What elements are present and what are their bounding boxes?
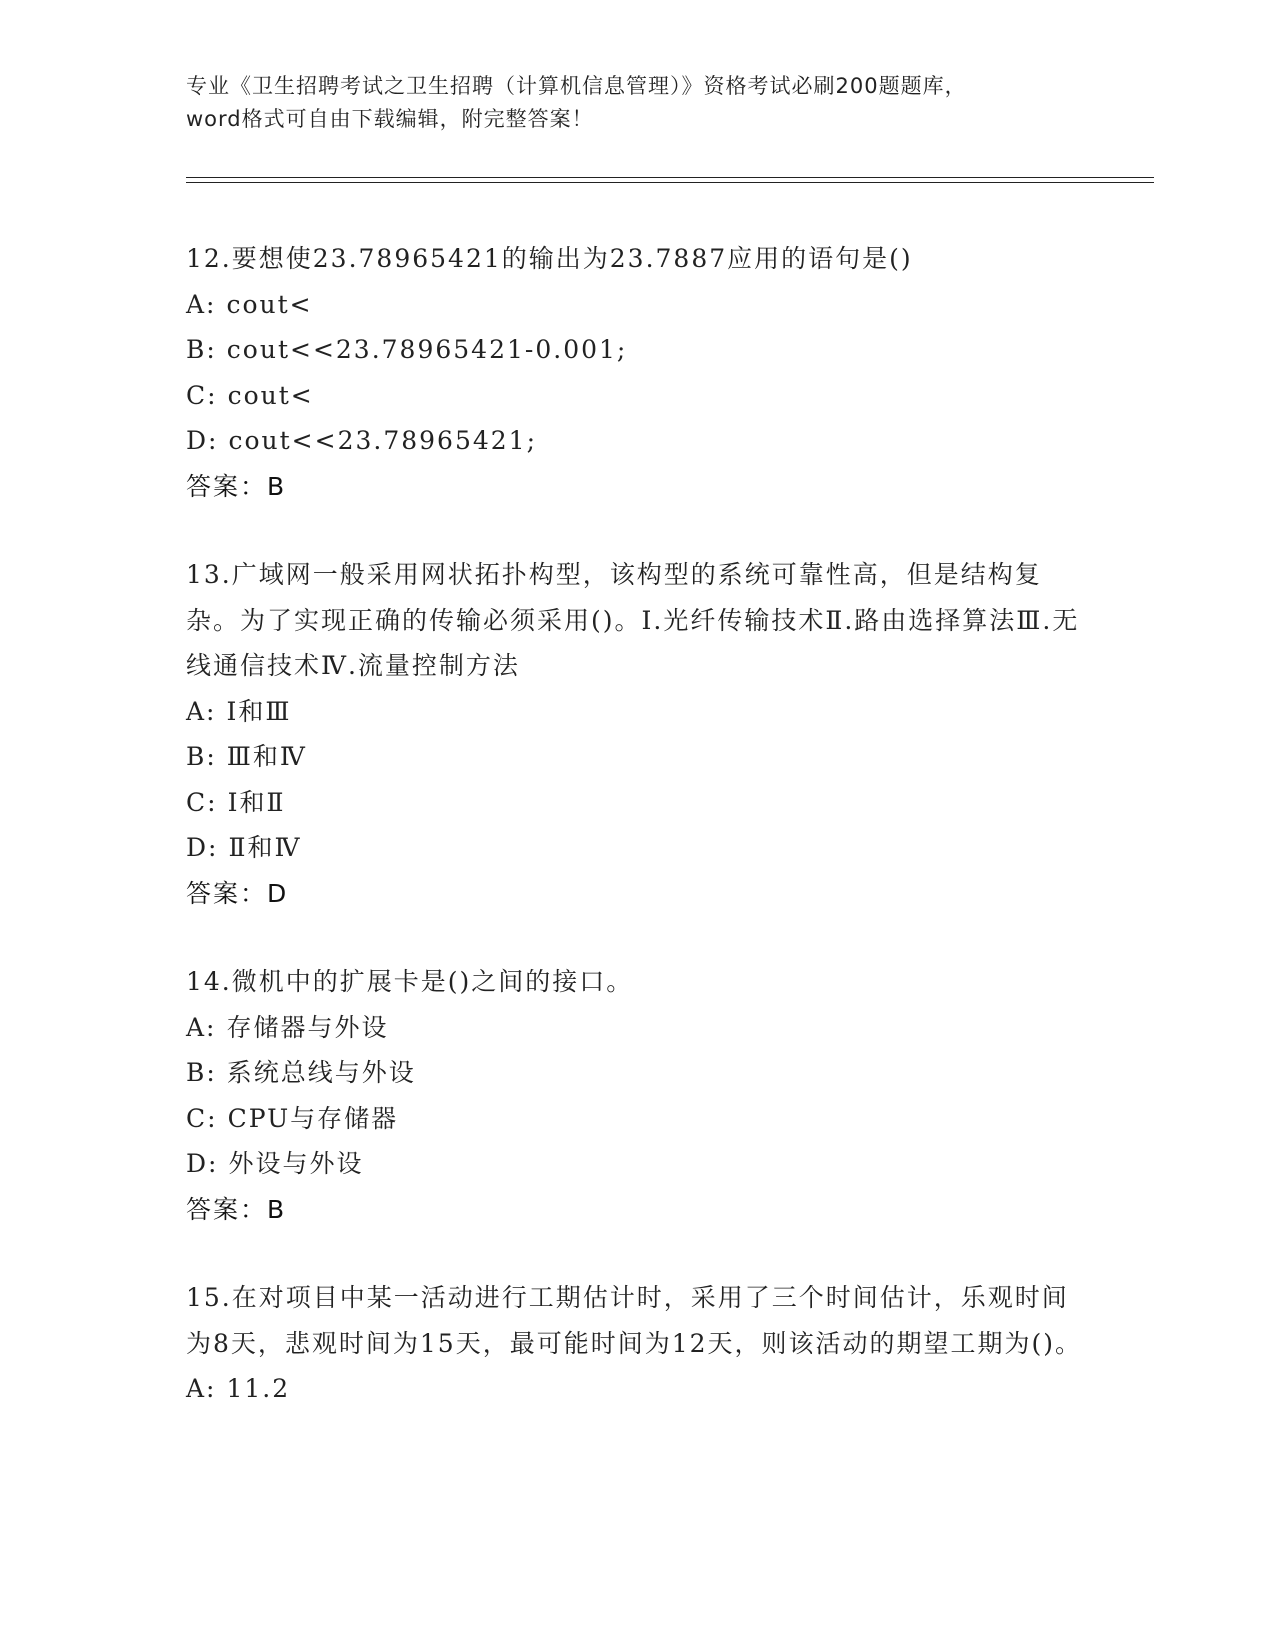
option-c — [186, 1096, 1086, 1142]
option-b — [186, 734, 1086, 780]
option-key: A: — [186, 696, 217, 726]
answer-line: 答案：B — [186, 1194, 287, 1224]
option-key: A: — [186, 1374, 217, 1403]
option-text: 11.2 — [226, 1374, 291, 1403]
option-c — [186, 373, 1086, 419]
header-rule-bottom — [186, 182, 1154, 183]
option-text: cout< — [226, 289, 313, 319]
question-13 — [186, 552, 1086, 916]
option-a — [186, 689, 1086, 735]
option-text: 存储器与外设 — [226, 1012, 389, 1042]
option-key: D: — [186, 426, 219, 455]
option-a — [186, 1005, 1086, 1051]
option-text: 外设与外设 — [228, 1149, 364, 1178]
option-text: cout< — [227, 380, 314, 410]
option-a — [186, 282, 1086, 328]
option-d — [186, 418, 1086, 464]
question-12 — [186, 236, 1086, 509]
header-rule-top — [186, 177, 1154, 178]
option-text: cout<<23.78965421-0.001; — [226, 335, 628, 364]
question-15 — [186, 1275, 1086, 1412]
option-a — [186, 1366, 1086, 1412]
question-stem: 12.要想使23.78965421的输出为23.7887应用的语句是() — [186, 244, 913, 273]
option-d — [186, 1141, 1086, 1187]
option-text: CPU与存储器 — [227, 1103, 399, 1133]
option-text: 系统总线与外设 — [226, 1058, 416, 1087]
answer-line: 答案：B — [186, 471, 287, 501]
header-line-1: 专业《卫生招聘考试之卫生招聘（计算机信息管理）》资格考试必刷200题题库， — [186, 74, 967, 98]
option-key: C: — [186, 787, 218, 817]
option-d — [186, 825, 1086, 871]
option-text: Ⅰ和Ⅱ — [227, 787, 286, 817]
option-key: D: — [186, 1149, 219, 1178]
option-b — [186, 1050, 1086, 1096]
question-stem: 14.微机中的扩展卡是()之间的接口。 — [186, 967, 634, 996]
option-key: D: — [186, 833, 219, 862]
option-key: C: — [186, 380, 218, 410]
option-key: A: — [186, 1012, 217, 1042]
option-text: Ⅲ和Ⅳ — [226, 742, 307, 771]
option-key: C: — [186, 1103, 218, 1133]
option-text: cout<<23.78965421; — [228, 426, 537, 455]
question-14 — [186, 959, 1086, 1232]
option-key: B: — [186, 1058, 217, 1087]
option-key: B: — [186, 335, 217, 364]
option-b — [186, 327, 1086, 373]
question-stem: 15.在对项目中某一活动进行工期估计时，采用了三个时间估计，乐观时间为8天，悲观时间为15天，最可能时间为12天，则该活动的期望工期为()。 — [186, 1283, 1083, 1358]
option-key: A: — [186, 289, 217, 319]
document-header — [186, 70, 1086, 136]
option-text: Ⅰ和Ⅲ — [226, 696, 292, 726]
header-line-2: word格式可自由下载编辑，附完整答案！ — [186, 107, 594, 131]
question-list — [186, 236, 1086, 1455]
option-key: B: — [186, 742, 217, 771]
option-text: Ⅱ和Ⅳ — [228, 833, 302, 862]
answer-line: 答案：D — [186, 878, 289, 908]
option-c — [186, 780, 1086, 826]
question-stem: 13.广域网一般采用网状拓扑构型，该构型的系统可靠性高，但是结构复杂。为了实现正确的传输必须采用()。Ⅰ.光纤传输技术Ⅱ.路由选择算法Ⅲ.无线通信技术Ⅳ.流量控制方法 — [186, 560, 1080, 680]
